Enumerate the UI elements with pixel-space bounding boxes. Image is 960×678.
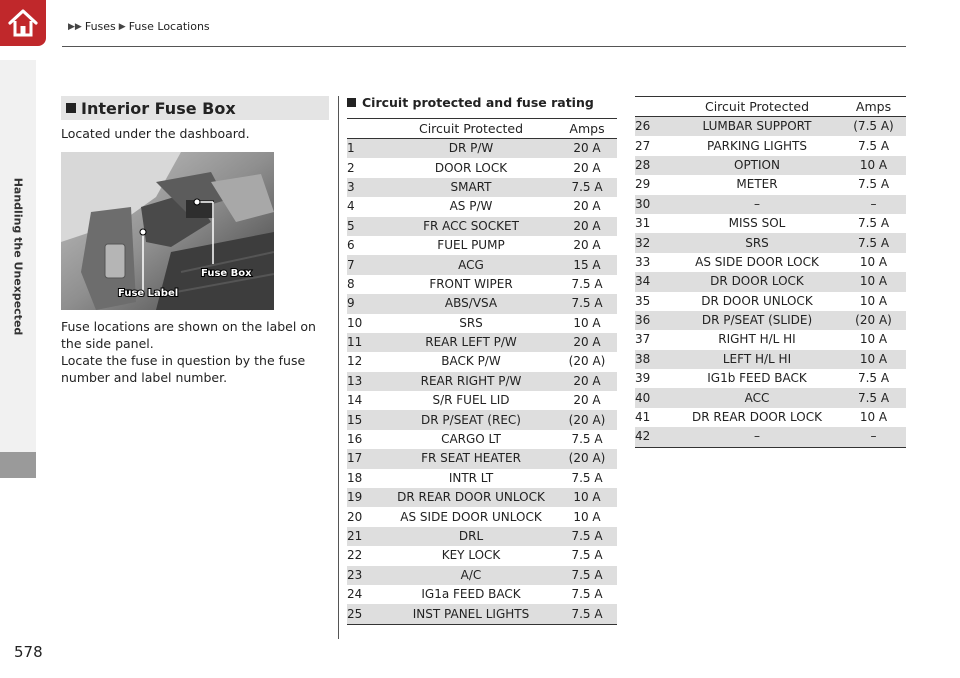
amp-rating: (20 A) [568,354,606,369]
amp-rating: 7.5 A [557,604,617,624]
fuse-number: 27 [635,138,651,153]
section-title-text: Interior Fuse Box [81,98,236,118]
square-bullet-icon [347,98,356,107]
chapter-label [0,60,36,452]
table-row [347,294,617,313]
table-row [635,427,906,447]
fuse-number: 6 [347,238,355,253]
circuit-name: DR P/SEAT (REC) [421,412,521,427]
circuit-name: DR DOOR UNLOCK [701,293,813,308]
table-row [347,604,617,624]
fuse-table-1 [347,118,617,625]
amp-rating: 20 A [573,160,601,175]
description-line: Locate the fuse in question by the fuse [61,353,306,368]
circuit-name: ACG [458,257,484,272]
chapter-tab-marker[interactable] [0,452,36,478]
fuse-number: 37 [635,332,651,347]
fuse-number: 8 [347,276,355,291]
description-line: Fuse locations are shown on the label on [61,319,316,334]
circuit-name: DR REAR DOOR UNLOCK [397,490,545,505]
amp-rating: 7.5 A [857,235,890,250]
fuse-number: 36 [635,313,651,328]
amp-rating: 20 A [573,218,601,233]
amp-rating: 7.5 A [857,390,890,405]
callout-fuse-label: Fuse Label [118,288,179,299]
amp-rating: 10 A [573,509,601,524]
table-row [347,139,617,159]
table-row [635,292,906,311]
breadcrumb [68,20,210,33]
amp-rating: 10 A [859,157,888,172]
circuit-name: ACC [744,390,770,405]
circuit-name: DOOR LOCK [434,160,508,175]
amp-rating: (20 A) [568,412,606,427]
fuse-number: 35 [635,293,651,308]
circuit-name: A/C [460,567,482,582]
page-number: 578 [14,643,43,661]
circuit-name: PARKING LIGHTS [706,138,807,153]
amp-rating: 10 A [859,274,888,289]
table-row [347,391,617,410]
amp-rating: 20 A [573,141,601,156]
fuse-number: 16 [347,432,363,447]
table-heading-text: Circuit protected and fuse rating [362,95,594,110]
table-row [347,469,617,488]
header-circuit: Circuit Protected [385,119,557,139]
header-amps: Amps [841,97,906,117]
amp-rating: (20 A) [568,451,606,466]
table-row [635,117,906,137]
fuse-number: 34 [635,274,651,289]
table-row [347,275,617,294]
fuse-number: 39 [635,371,651,386]
header-circuit: Circuit Protected [673,97,841,117]
table-row [347,488,617,507]
table-row [347,566,617,585]
circuit-name: FRONT WIPER [429,276,513,291]
fuse-number: 3 [347,179,355,194]
circuit-name: OPTION [734,157,780,172]
fuse-number: 15 [347,412,363,427]
circuit-name: SRS [459,315,483,330]
amp-rating: 7.5 A [857,216,890,231]
circuit-name: DR REAR DOOR LOCK [692,410,822,425]
table-row [635,156,906,175]
table-row [347,217,617,236]
fuse-number: 31 [635,216,651,231]
header-divider [62,46,906,47]
home-button[interactable] [0,0,46,46]
amp-rating: 10 A [859,410,888,425]
fuse-number: 40 [635,390,651,405]
fuse-number: 19 [347,490,363,505]
circuit-name: INST PANEL LIGHTS [385,604,557,624]
description-line: the side panel. [61,336,154,351]
table-header-row [347,119,617,139]
circuit-name: FR SEAT HEATER [421,451,521,466]
circuit-name: CARGO LT [441,432,501,447]
header-amps: Amps [557,119,617,139]
chapter-label-text: Handling the Unexpected [11,177,25,335]
amp-rating: 7.5 A [571,296,603,311]
circuit-name: SRS [745,235,769,250]
table-row [635,272,906,291]
header-number [347,119,385,139]
circuit-name: AS SIDE DOOR LOCK [695,254,819,269]
fuse-location-description [61,318,323,386]
fuse-number: 13 [347,373,363,388]
amp-rating: 20 A [573,393,601,408]
amp-rating: 10 A [573,315,601,330]
amp-rating: 10 A [859,293,888,308]
fuse-number: 4 [347,199,355,214]
table-row [347,314,617,333]
fuse-number: 18 [347,470,363,485]
circuit-name: REAR RIGHT P/W [420,373,522,388]
table-row [635,175,906,194]
fuse-number: 5 [347,218,355,233]
header-number [635,97,673,117]
table-row [347,430,617,449]
fuse-box-photo [61,152,274,310]
table-heading [347,95,594,110]
fuse-number: 24 [347,587,363,602]
amp-rating: 7.5 A [571,276,603,291]
circuit-name: REAR LEFT P/W [425,335,517,350]
table-row [635,388,906,407]
circuit-name: DR P/SEAT (SLIDE) [701,313,813,328]
amp-rating: (20 A) [855,313,892,328]
amp-rating: 7.5 A [571,432,603,447]
amp-rating: 15 A [573,257,601,272]
circuit-name: FUEL PUMP [437,238,505,253]
breadcrumb-item-fuse-locations[interactable]: Fuse Locations [128,20,210,33]
breadcrumb-arrow-icon: ▶ [118,21,126,32]
home-icon [6,6,40,40]
table-row [635,330,906,349]
circuit-name: S/R FUEL LID [432,393,510,408]
circuit-name: IG1a FEED BACK [421,587,521,602]
circuit-name: KEY LOCK [441,548,501,563]
circuit-name: ABS/VSA [444,296,498,311]
table-row [635,214,906,233]
fuse-table-2 [635,96,906,448]
fuse-number: 30 [635,196,651,211]
fuse-number: 9 [347,296,355,311]
circuit-name: AS SIDE DOOR UNLOCK [400,509,542,524]
circuit-name: BACK P/W [441,354,501,369]
circuit-name: INTR LT [448,470,494,485]
amp-rating: 10 A [573,490,601,505]
fuse-number: 14 [347,393,363,408]
table-row [347,449,617,468]
fuse-number: 41 [635,410,651,425]
fuse-number: 11 [347,335,363,350]
amp-rating: 7.5 A [857,177,890,192]
amp-rating: 7.5 A [571,567,603,582]
location-text: Located under the dashboard. [61,126,250,141]
fuse-number: 20 [347,509,363,524]
table-row [635,136,906,155]
fuse-number: 29 [635,177,651,192]
table-row [347,236,617,255]
circuit-name: – [673,427,841,447]
table-row [635,195,906,214]
amp-rating: 7.5 A [571,548,603,563]
table-row [347,197,617,216]
fuse-number: 42 [635,427,673,447]
circuit-name: RIGHT H/L HI [718,332,796,347]
amp-rating: 7.5 A [571,587,603,602]
circuit-name: AS P/W [449,199,493,214]
fuse-number: 12 [347,354,363,369]
description-line: number and label number. [61,370,228,385]
fuse-number: 1 [347,141,355,156]
circuit-name: LUMBAR SUPPORT [702,119,812,134]
amp-rating: 7.5 A [571,470,603,485]
table-row [347,527,617,546]
circuit-name: DR P/W [448,141,494,156]
table-row [347,333,617,352]
table-row [347,178,617,197]
table-row [635,253,906,272]
breadcrumb-item-fuses[interactable]: Fuses [84,20,116,33]
amp-rating: 20 A [573,199,601,214]
circuit-name: METER [736,177,778,192]
table-row [635,311,906,330]
section-title [61,96,329,120]
fuse-number: 26 [635,119,651,134]
amp-rating: 10 A [859,351,888,366]
circuit-name: LEFT H/L HI [722,351,792,366]
fuse-number: 33 [635,254,651,269]
table-row [347,585,617,604]
fuse-number: 23 [347,567,363,582]
amp-rating: 20 A [573,335,601,350]
amp-rating: 7.5 A [857,138,890,153]
fuse-number: 32 [635,235,651,250]
circuit-name: FR ACC SOCKET [423,218,519,233]
column-divider [338,96,339,639]
circuit-name: – [754,196,760,211]
table-row [347,352,617,371]
amp-rating: 20 A [573,373,601,388]
amp-rating: 7.5 A [857,371,890,386]
table-row [635,233,906,252]
fuse-number: 21 [347,529,363,543]
fuse-table-1-body [347,139,617,625]
circuit-name: IG1b FEED BACK [707,371,807,386]
fuse-number: 25 [347,604,385,624]
table-header-row [635,97,906,117]
fuse-number: 17 [347,451,363,466]
amp-rating: 7.5 A [571,179,603,194]
callout-fuse-box: Fuse Box [201,268,252,279]
fuse-number: 38 [635,351,651,366]
fuse-table-2-body [635,117,906,448]
table-row [347,255,617,274]
circuit-name: SMART [450,179,492,194]
fuse-number: 28 [635,157,651,172]
amp-rating: – [870,196,877,211]
circuit-name: MISS SOL [728,216,786,231]
table-row [347,372,617,391]
amp-rating: 7.5 A [571,529,603,543]
amp-rating: 10 A [859,332,888,347]
amp-rating: 10 A [859,254,888,269]
fuse-number: 2 [347,160,355,175]
table-row [635,408,906,427]
table-row [347,410,617,429]
amp-rating: 20 A [573,238,601,253]
amp-rating: – [841,427,906,447]
fuse-number: 22 [347,548,363,563]
table-row [635,350,906,369]
table-row [635,369,906,388]
amp-rating: (7.5 A) [853,119,894,134]
table-row [347,546,617,565]
circuit-name: DR DOOR LOCK [710,274,804,289]
table-row [347,158,617,177]
fuse-number: 10 [347,315,363,330]
fuse-number: 7 [347,257,355,272]
breadcrumb-arrow-icon: ▶▶ [68,21,82,32]
square-bullet-icon [66,103,76,113]
table-row [347,507,617,526]
circuit-name: DRL [458,529,484,543]
